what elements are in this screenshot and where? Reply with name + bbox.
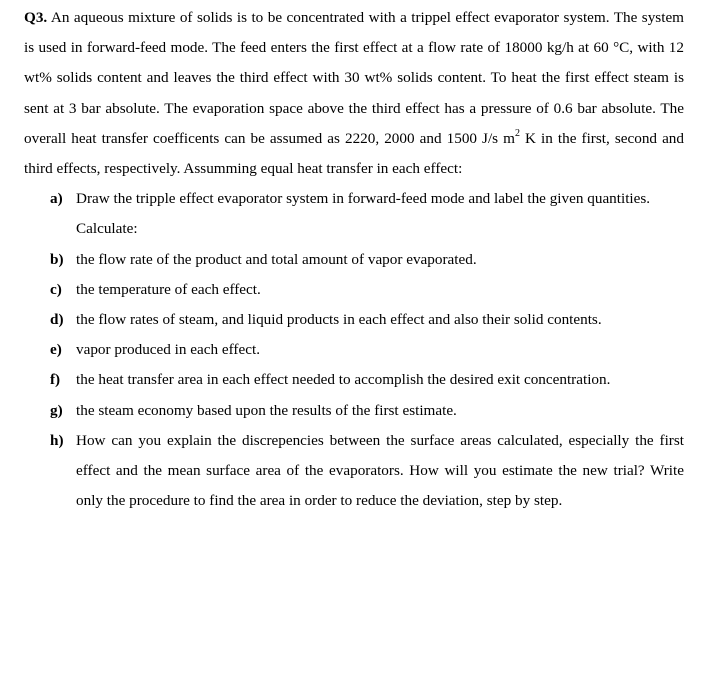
part-text: Draw the tripple effect evaporator system in forward-feed mode and label the given quantities. [76, 190, 651, 208]
question-document [24, 0, 684, 516]
calculate-label: Calculate: [76, 220, 138, 238]
question-intro [24, 0, 684, 184]
part-f [24, 365, 684, 395]
part-text: How can you explain the discrepencies between the surface areas calculated, especially the first effect and the mean surface area of the evaporators. How will you estimate the new trial? Write only the procedure to find the area in order to reduce the deviation, step by step. [76, 431, 684, 510]
part-a [24, 184, 684, 214]
part-letter: h) [50, 431, 64, 449]
part-letter: b) [50, 250, 64, 268]
part-text: vapor produced in each effect. [76, 341, 260, 359]
part-e [24, 335, 684, 365]
question-label: Q3. [24, 9, 48, 26]
intro-text: An aqueous mixture of solids is to be concentrated with a trippel effect evaporator system. The system is used in forward-feed mode. The feed enters the first effect at a flow rate of 18000 kg/h at 60 °C, with 12 wt% solids content and leaves the third effect with 30 wt% solids content. To heat the first effect steam is sent at 3 bar absolute. The evaporation space above the third effect has a pressure of 0.6 bar absolute. The overall heat transfer coefficents can be assumed as 2220, 2000 and 1500 J/s m [24, 9, 684, 147]
intro-text-continued: K in the first, second and third effects, respectively. Assumming equal heat transfer in each effect: [24, 129, 684, 178]
part-text: the heat transfer area in each effect needed to accomplish the desired exit concentration. [76, 371, 611, 389]
part-text: the steam economy based upon the results of the first estimate. [76, 401, 457, 419]
part-c [24, 275, 684, 305]
part-letter: f) [50, 371, 61, 389]
part-g [24, 396, 684, 426]
superscript-two: 2 [514, 127, 520, 139]
part-text: the flow rate of the product and total amount of vapor evaporated. [76, 250, 477, 268]
part-letter: d) [50, 311, 64, 329]
part-letter: c) [50, 280, 62, 298]
question-parts-list [24, 184, 684, 516]
part-letter: g) [50, 401, 63, 419]
part-d [24, 305, 684, 335]
part-text: the flow rates of steam, and liquid products in each effect and also their solid contents. [76, 311, 602, 329]
part-text: the temperature of each effect. [76, 280, 261, 298]
part-letter: a) [50, 190, 63, 208]
part-h [24, 426, 684, 517]
part-letter: e) [50, 341, 62, 359]
part-b [24, 245, 684, 275]
